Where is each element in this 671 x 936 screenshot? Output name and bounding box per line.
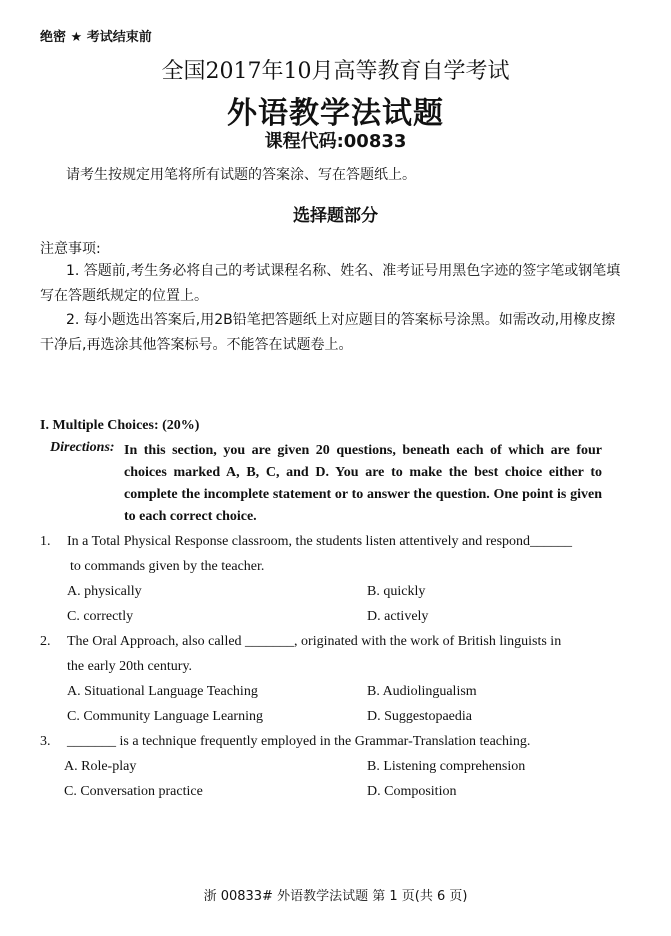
answer-instruction: 请考生按规定用笔将所有试题的答案涂、写在答题纸上。 xyxy=(66,167,416,183)
question-stem: _______ is a technique frequently employed in the Grammar-Translation teaching. xyxy=(67,734,531,749)
subject-title: 外语教学法试题 xyxy=(227,96,444,131)
option-c: C. correctly xyxy=(67,609,134,624)
option-a: A. physically xyxy=(67,584,142,599)
question-stem-cont: the early 20th century. xyxy=(67,659,193,674)
directions-label: Directions: xyxy=(50,440,115,455)
question-number: 2. xyxy=(40,634,51,649)
section-title: 选择题部分 xyxy=(293,206,378,226)
question-1 xyxy=(40,529,610,639)
option-d: D. Suggestopaedia xyxy=(367,709,472,724)
directions-text: In this section, you are given 20 questions, beneath each of which are four choices marked A, B, C, and D. You are to make the best choice either to complete the incomplete statement or to answer the question. One point is given to each correct choice. xyxy=(124,443,602,524)
question-stem: The Oral Approach, also called _______, originated with the work of British linguists in xyxy=(67,634,562,649)
confidential-label: 绝密 ★ 考试结束前 xyxy=(40,30,152,45)
question-3 xyxy=(40,729,610,809)
course-code: 课程代码:00833 xyxy=(264,131,407,152)
option-c: C. Community Language Learning xyxy=(67,709,263,724)
note-item: 2. 每小题选出答案后,用2B铅笔把答题纸上对应题目的答案标号涂黑。如需改动,用橡皮擦干净后,再选涂其他答案标号。不能答在试题卷上。 xyxy=(40,312,616,353)
option-b: B. quickly xyxy=(367,584,426,599)
exam-title: 全国2017年10月高等教育自学考试 xyxy=(161,59,510,84)
option-b: B. Audiolingualism xyxy=(367,684,477,699)
option-a: A. Role-play xyxy=(64,759,137,774)
question-stem: In a Total Physical Response classroom, the students listen attentively and respond______ xyxy=(67,534,573,549)
notes-heading: 注意事项: xyxy=(40,241,101,257)
option-a: A. Situational Language Teaching xyxy=(67,684,258,699)
option-b: B. Listening comprehension xyxy=(367,759,526,774)
option-c: C. Conversation practice xyxy=(64,784,203,799)
page-footer: 浙 00833# 外语教学法试题 第 1 页(共 6 页) xyxy=(203,889,468,904)
question-2 xyxy=(40,629,610,739)
option-d: D. actively xyxy=(367,609,429,624)
question-number: 3. xyxy=(40,734,51,749)
option-d: D. Composition xyxy=(367,784,457,799)
part-heading: I. Multiple Choices: (20%) xyxy=(40,418,200,433)
note-item: 1. 答题前,考生务必将自己的考试课程名称、姓名、准考证号用黑色字迹的签字笔或钢笔填写在答题纸规定的位置上。 xyxy=(40,263,621,304)
question-number: 1. xyxy=(40,534,51,549)
question-stem-cont: to commands given by the teacher. xyxy=(70,559,265,574)
